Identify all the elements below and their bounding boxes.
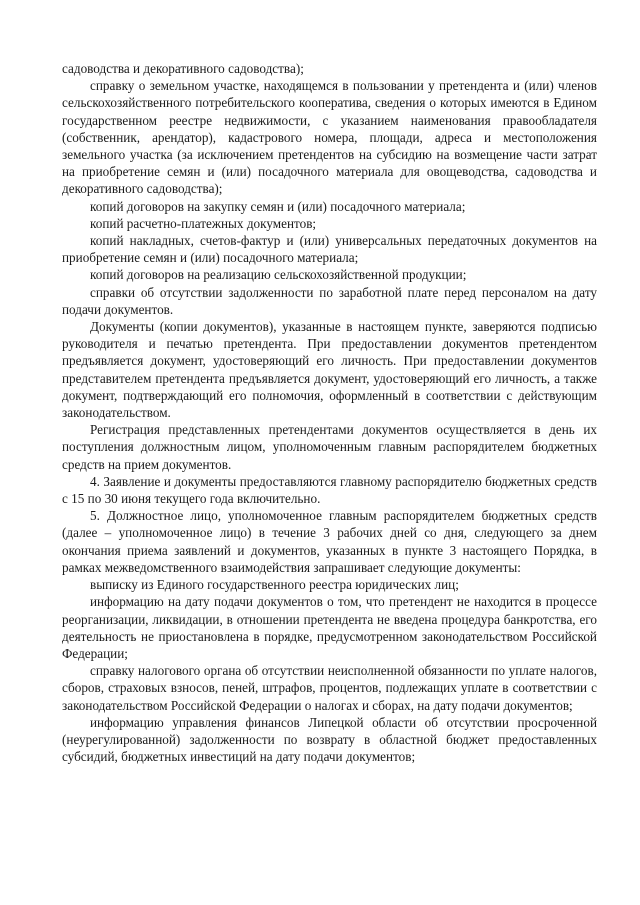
paragraph-salary-debt-certificate: справки об отсутствии задолженности по заработной плате перед персоналом на дату подачи документов.	[62, 284, 597, 317]
paragraph-payment-documents: копий расчетно-платежных документов;	[90, 215, 317, 231]
paragraph-invoices: копий накладных, счетов-фактур и (или) универсальных передаточных документов на приобретение семян и (или) посадочного материала;	[62, 233, 597, 266]
paragraph-land-plot-certificate: справку о земельном участке, находящемся в пользовании у претендента и (или) членов сельскохозяйственного потребительского кооператива, сведения о которых имеются в Едином государственном реестре недвижимости, с указанием наименования правообладателя (собственник, арендатор), кадастрового номера, площади, адреса и местоположения земельного участка (за исключением претендентов на субсидию на возмещение части затрат на приобретение семян и (или) посадочного материала для овощеводства, садоводства и декоративного садоводства);	[62, 78, 597, 197]
paragraph-seed-contracts: копий договоров на закупку семян и (или) посадочного материала;	[90, 198, 466, 214]
document-page	[62, 60, 597, 765]
paragraph-registration: Регистрация представленных претендентами документов осуществляется в день их поступления должностным лицом, уполномоченным главным распорядителем бюджетных средств на прием документов.	[62, 422, 597, 472]
paragraph-continuation: садоводства и декоративного садоводства);	[62, 61, 304, 76]
paragraph-registry-extract: выписку из Единого государственного реестра юридических лиц;	[90, 577, 459, 593]
paragraph-sales-contracts: копий договоров на реализацию сельскохозяйственной продукции;	[90, 267, 467, 283]
paragraph-finance-department-info: информацию управления финансов Липецкой области об отсутствии просроченной (неурегулированной) задолженности по возврату в областной бюджет предоставленных субсидий, бюджетных инвестиций на дату подачи документов;	[62, 714, 597, 765]
paragraph-clause-4: 4. Заявление и документы предоставляются главному распорядителю бюджетных средств с 15 по 30 июня текущего года включительно.	[62, 473, 597, 507]
paragraph-document-certification: Документы (копии документов), указанные в настоящем пункте, заверяются подписью руководителя и печатью претендента. При предоставлении документов претендентом предъявляется документ, удостоверяющий его личность. При предоставлении документов представителем претендента предъявляется документ, удостоверяющий его личность, а также документ, подтверждающий его полномочия, оформленный в соответствии с действующим законодательством.	[62, 319, 597, 421]
paragraph-tax-certificate: справку налогового органа об отсутствии неисполненной обязанности по уплате налогов, сборов, страховых взносов, пеней, штрафов, процентов, подлежащих уплате в соответствии с законодательством Российской Федерации о налогах и сборах, на дату подачи документов;	[62, 663, 597, 713]
paragraph-clause-5: 5. Должностное лицо, уполномоченное главным распорядителем бюджетных средств (далее – уполномоченное лицо) в течение 3 рабочих дней со дня, следующего за днем окончания приема заявлений и документов, указанных в пункте 3 настоящего Порядка, в рамках межведомственного взаимодействия запрашивает следующие документы:	[62, 508, 597, 575]
paragraph-reorganization-info: информацию на дату подачи документов о том, что претендент не находится в процессе реорганизации, ликвидации, в отношении претендента не введена процедура банкротства, его деятельность не приостановлена в порядке, предусмотренном законодательством Российской Федерации;	[62, 594, 597, 661]
